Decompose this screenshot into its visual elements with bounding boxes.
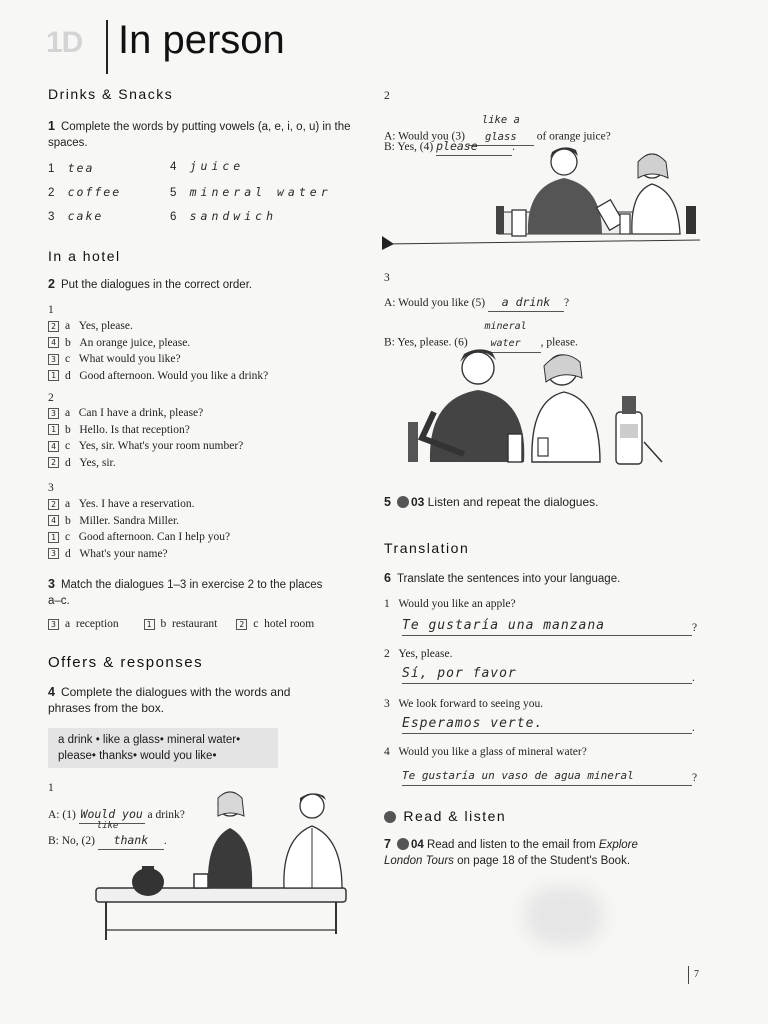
sentence-number: 1 bbox=[384, 598, 390, 610]
exercise-number: 2 bbox=[48, 277, 55, 291]
dialogue-line bbox=[48, 529, 230, 546]
dialogue-line bbox=[48, 513, 230, 530]
illustration-couple-table bbox=[90, 784, 360, 944]
word-item bbox=[170, 184, 332, 202]
word-box bbox=[48, 728, 278, 768]
line-text: What would you like? bbox=[78, 353, 181, 365]
section-heading-drinks: Drinks & Snacks bbox=[48, 86, 174, 102]
dialogue-group bbox=[48, 318, 268, 384]
item-number: 6 bbox=[170, 211, 177, 223]
instruction-text: Match the dialogues 1–3 in exercise 2 to the places a–c. bbox=[48, 579, 323, 607]
line-end: . bbox=[692, 672, 695, 684]
sentence-item bbox=[384, 696, 543, 713]
handwritten-answer: Te gustaría una manzana bbox=[402, 618, 606, 633]
sentence-text: We look forward to seeing you. bbox=[398, 698, 544, 710]
exercise-number: 4 bbox=[48, 685, 55, 699]
match-box: 1 bbox=[144, 619, 155, 630]
order-box: 3 bbox=[48, 354, 59, 365]
sentence-number: 4 bbox=[384, 746, 390, 758]
order-box: 1 bbox=[48, 370, 59, 381]
instruction-italic: Explore bbox=[598, 839, 638, 851]
line-prefix: B: Yes, (4) bbox=[384, 141, 434, 153]
line-letter: a bbox=[65, 407, 71, 419]
audio-speaker-icon[interactable] bbox=[397, 496, 409, 508]
line-prefix: B: Yes, please. (6) bbox=[384, 336, 468, 349]
place-text: reception bbox=[75, 618, 119, 630]
line-suffix: ? bbox=[563, 297, 570, 309]
instruction-text: Listen and repeat the dialogues. bbox=[427, 495, 599, 509]
handwritten-answer: tea bbox=[67, 161, 95, 175]
match-box: 2 bbox=[236, 619, 247, 630]
order-box: 2 bbox=[48, 499, 59, 510]
exercise-1-instruction bbox=[48, 118, 358, 151]
line-text: Miller. Sandra Miller. bbox=[79, 514, 180, 527]
word-item bbox=[170, 208, 277, 226]
instruction-text: Complete the dialogues with the words and phrases from the box. bbox=[48, 685, 291, 715]
exercise-number: 5 bbox=[384, 495, 391, 509]
line-text: Good afternoon. Can I help you? bbox=[78, 531, 231, 543]
instruction-text: on page 18 of the Student's Book. bbox=[453, 855, 631, 867]
handwritten-answer: Te gustaría un vaso de agua mineral bbox=[402, 769, 634, 782]
line-end: . bbox=[692, 722, 695, 734]
word-box-line: please• thanks• would you like• bbox=[58, 750, 217, 762]
word-item bbox=[170, 158, 244, 176]
audio-speaker-icon[interactable] bbox=[397, 838, 409, 850]
exercise-7 bbox=[384, 836, 684, 869]
dialogue-group-label: 3 bbox=[48, 482, 54, 494]
exercise-4-instruction bbox=[48, 684, 318, 716]
line-letter: c bbox=[65, 440, 71, 452]
translation-line bbox=[402, 768, 692, 786]
line-suffix: of orange juice? bbox=[536, 130, 611, 143]
dialogue-line bbox=[48, 351, 268, 368]
line-letter: b bbox=[65, 423, 71, 436]
item-number: 4 bbox=[170, 161, 177, 173]
dialogue-line-a bbox=[384, 294, 569, 312]
line-text: Hello. Is that reception? bbox=[79, 423, 190, 436]
page-smudge bbox=[524, 886, 604, 946]
line-suffix: . bbox=[512, 141, 515, 153]
dialogue-label: 2 bbox=[384, 90, 390, 102]
match-box: 3 bbox=[48, 619, 59, 630]
handwritten-answer: juice bbox=[189, 159, 245, 173]
line-prefix: A: (1) bbox=[48, 809, 76, 821]
places-row bbox=[48, 616, 358, 633]
line-letter: d bbox=[65, 369, 71, 382]
sentence-text: Yes, please. bbox=[398, 648, 453, 660]
word-item bbox=[48, 160, 94, 178]
exercise-number: 3 bbox=[48, 577, 55, 591]
word-box-line: a drink • like a glass• mineral water• bbox=[58, 734, 241, 746]
item-number: 2 bbox=[48, 187, 55, 199]
audio-track-number: 03 bbox=[410, 495, 425, 509]
line-letter: a bbox=[65, 498, 71, 510]
unit-badge: 1D bbox=[46, 26, 83, 59]
dialogue-label: 1 bbox=[48, 782, 54, 794]
speaker-icon bbox=[384, 811, 396, 823]
line-letter: b bbox=[65, 336, 71, 349]
handwritten-answer: Would you bbox=[80, 807, 143, 821]
exercise-number: 1 bbox=[48, 119, 55, 133]
illustration-man-woman-bottle bbox=[404, 342, 666, 474]
sentence-item bbox=[384, 744, 587, 761]
translation-line bbox=[402, 666, 692, 684]
line-letter: a bbox=[65, 320, 71, 332]
place-text: hotel room bbox=[264, 618, 315, 630]
handwritten-answer: like a glass bbox=[481, 114, 520, 143]
place-item bbox=[236, 618, 314, 630]
dialogue-line bbox=[48, 318, 268, 335]
dialogue-group-label: 1 bbox=[48, 304, 54, 316]
order-box: 4 bbox=[48, 441, 59, 452]
line-text: Yes, sir. What's your room number? bbox=[78, 440, 244, 452]
line-suffix: , please. bbox=[540, 336, 578, 349]
exercise-3-instruction bbox=[48, 576, 338, 609]
handwritten-answer: thank bbox=[113, 833, 149, 847]
line-text: What's your name? bbox=[79, 547, 168, 560]
place-letter: c bbox=[253, 618, 259, 630]
word-item bbox=[48, 184, 121, 202]
instruction-text: Put the dialogues in the correct order. bbox=[60, 279, 253, 291]
exercise-2-instruction bbox=[48, 276, 252, 293]
sentence-text: Would you like an apple? bbox=[398, 598, 516, 610]
handwritten-answer: cake bbox=[67, 209, 104, 223]
place-letter: a bbox=[65, 618, 71, 630]
sentence-item bbox=[384, 646, 452, 663]
handwritten-note: like bbox=[96, 821, 119, 831]
instruction-text: Complete the words by putting vowels (a, e, i, o, u) in the spaces. bbox=[48, 121, 351, 149]
sentence-number: 2 bbox=[384, 648, 390, 660]
line-letter: d bbox=[65, 547, 71, 560]
line-text: Can I have a drink, please? bbox=[78, 407, 204, 419]
dialogue-line bbox=[48, 335, 268, 352]
dialogue-label: 3 bbox=[384, 272, 390, 284]
illustration-couple-drinks bbox=[380, 140, 710, 260]
section-heading-hotel: In a hotel bbox=[48, 248, 121, 264]
line-letter: d bbox=[65, 456, 71, 469]
exercise-number: 6 bbox=[384, 571, 391, 585]
order-box: 3 bbox=[48, 408, 59, 419]
order-box: 3 bbox=[48, 548, 59, 559]
dialogue-group bbox=[48, 405, 243, 471]
exercise-number: 7 bbox=[384, 837, 391, 851]
section-heading-read-listen bbox=[384, 808, 506, 824]
order-box: 1 bbox=[48, 532, 59, 543]
dialogue-group-label: 2 bbox=[48, 392, 54, 404]
place-text: restaurant bbox=[172, 618, 218, 630]
audio-track-number: 04 bbox=[410, 839, 424, 851]
line-end: ? bbox=[692, 772, 698, 784]
instruction-text: Translate the sentences into your language. bbox=[396, 573, 621, 585]
handwritten-answer: mineral water bbox=[189, 185, 332, 199]
instruction-text: Read and listen to the email from bbox=[426, 839, 599, 851]
handwritten-answer: sandwich bbox=[189, 209, 277, 223]
dialogue-line bbox=[48, 546, 230, 563]
line-prefix: A: Would you (3) bbox=[384, 130, 465, 143]
line-prefix: A: Would you like (5) bbox=[384, 297, 486, 309]
place-item bbox=[144, 618, 218, 630]
dialogue-group bbox=[48, 496, 230, 562]
translation-line bbox=[402, 716, 692, 734]
line-suffix: . bbox=[163, 835, 167, 847]
dialogue-line bbox=[48, 368, 268, 385]
line-text: Yes, sir. bbox=[79, 456, 116, 469]
order-box: 2 bbox=[48, 457, 59, 468]
handwritten-answer: mineral water bbox=[484, 321, 527, 349]
line-suffix: a drink? bbox=[147, 809, 185, 821]
instruction-italic: London Tours bbox=[384, 855, 454, 867]
place-letter: b bbox=[160, 618, 167, 630]
dialogue-line bbox=[48, 496, 230, 513]
line-text: Yes. I have a reservation. bbox=[78, 498, 195, 510]
line-letter: c bbox=[65, 353, 71, 365]
heading-text: Read & listen bbox=[403, 808, 507, 824]
header-divider bbox=[106, 20, 108, 74]
page-number: 7 bbox=[694, 969, 699, 980]
line-letter: c bbox=[65, 531, 71, 543]
exercise-5 bbox=[384, 494, 598, 510]
item-number: 1 bbox=[48, 163, 55, 175]
line-text: An orange juice, please. bbox=[79, 336, 191, 349]
answer-blank bbox=[488, 294, 564, 312]
page-title: In person bbox=[118, 18, 285, 62]
translation-line bbox=[402, 618, 692, 636]
section-heading-offers: Offers & responses bbox=[48, 654, 204, 671]
item-number: 3 bbox=[48, 211, 55, 223]
order-box: 2 bbox=[48, 321, 59, 332]
item-number: 5 bbox=[170, 187, 177, 199]
handwritten-answer: a drink bbox=[501, 295, 551, 309]
line-letter: b bbox=[65, 514, 71, 527]
order-box: 4 bbox=[48, 337, 59, 348]
order-box: 4 bbox=[48, 515, 59, 526]
sentence-number: 3 bbox=[384, 698, 390, 710]
line-end: ? bbox=[692, 622, 698, 634]
section-heading-translation: Translation bbox=[384, 540, 470, 556]
sentence-item bbox=[384, 596, 516, 613]
line-text: Good afternoon. Would you like a drink? bbox=[79, 369, 269, 382]
line-prefix: B: No, (2) bbox=[48, 835, 95, 847]
word-item bbox=[48, 208, 103, 226]
dialogue-line bbox=[48, 405, 243, 422]
sentence-text: Would you like a glass of mineral water? bbox=[398, 746, 587, 758]
line-text: Yes, please. bbox=[78, 320, 133, 332]
dialogue-line bbox=[48, 422, 243, 439]
place-item bbox=[48, 618, 119, 630]
handwritten-answer: Sí, por favor bbox=[402, 666, 517, 681]
handwritten-answer: coffee bbox=[67, 185, 122, 199]
handwritten-answer: Esperamos verte. bbox=[402, 716, 544, 731]
handwritten-answer: please bbox=[436, 139, 478, 153]
dialogue-line bbox=[48, 455, 243, 472]
exercise-6-instruction bbox=[384, 570, 620, 587]
order-box: 1 bbox=[48, 424, 59, 435]
page-number-divider bbox=[688, 966, 689, 984]
dialogue-line bbox=[48, 438, 243, 455]
